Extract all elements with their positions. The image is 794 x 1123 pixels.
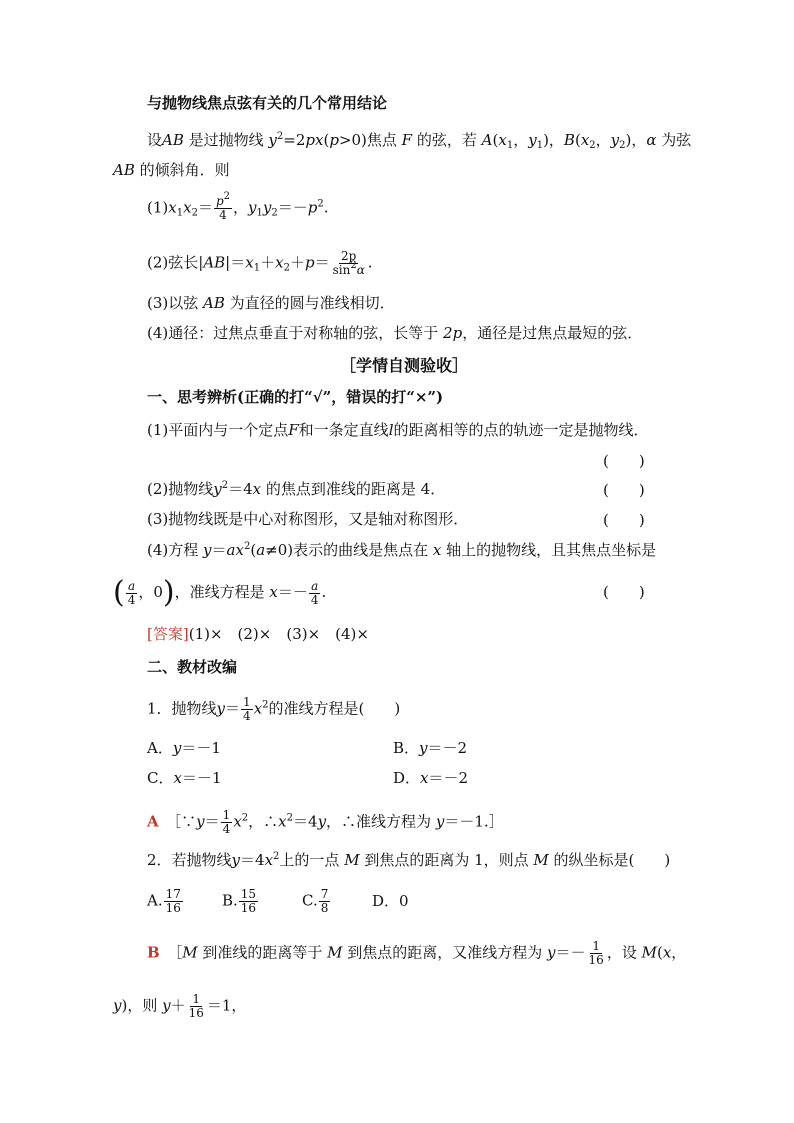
solution-2: B ［M 到准线的距离等于 M 到焦点的距离，又准线方程为 y＝－ $\frac{1}{16}$ ，设 M(x， <box>147 939 687 967</box>
fraction: $\frac{p^2}{4}$ <box>215 191 231 222</box>
intro-item4: (4)通径：过焦点垂直于对称轴的弦，长等于 2p，通径是过焦点最短的弦． <box>147 324 643 342</box>
option-c[interactable]: C．x＝－1 <box>147 769 222 787</box>
fraction: $\frac{1}{16}$ <box>588 939 604 967</box>
solution-1: A ［∵y＝ $\frac{1}{4}$ $x^2$，$\therefore x^2=4y$，∴准线方程为 y＝－1.］ <box>147 808 504 836</box>
fraction: $\frac{17}{16}$ <box>165 887 181 915</box>
part1-heading: 一、思考辨析(正确的打“√”，错误的打“×”) <box>147 388 444 406</box>
fraction: $\frac{1}{16}$ <box>188 992 204 1020</box>
intro-setup-line2: AB 的倾斜角．则 <box>113 161 230 179</box>
answer-blank[interactable]: ( ) <box>603 481 645 499</box>
fraction: $\frac{2p}{\sin^2\alpha}$ <box>332 249 365 277</box>
part1-q3: (3)抛物线既是中心对称图形，又是轴对称图形． <box>147 510 469 528</box>
option-a[interactable]: A. $\frac{17}{16}$ <box>147 887 181 915</box>
section-title: ［学情自测验收］ <box>340 356 469 375</box>
intro-item3: (3)以弦 AB 为直径的圆与准线相切． <box>147 294 395 312</box>
fraction: $\frac{15}{16}$ <box>240 887 257 915</box>
solution-2-cont: y)，则 y＋ $\frac{1}{16}$ ＝1， <box>113 992 247 1020</box>
part1-q4-cont: ( $\frac{a}{4}$ ，0)，准线方程是 x＝－ $\frac{a}{4}$ . <box>113 575 327 610</box>
part2-heading: 二、教材改编 <box>147 658 238 676</box>
option-c[interactable]: C. $\frac{7}{8}$ <box>302 887 329 915</box>
intro-setup-line: 设AB 是过抛物线 $y^2=2px(p>0)$焦点 F 的弦，若 $A(x_1$，$y_1$)，$B(x_2$，$y_2$)，α 为弦 <box>147 131 692 151</box>
fraction: $\frac{a}{4}$ <box>310 578 319 607</box>
fraction: $\frac{7}{8}$ <box>320 887 329 915</box>
option-d[interactable]: D．x＝－2 <box>393 769 469 787</box>
answer-blank[interactable]: ( ) <box>603 511 645 529</box>
part2-q2: 2．若抛物线$y=4x^2$上的一点 M 到焦点的距离为 1，则点 M 的纵坐标是( ) <box>147 851 671 869</box>
fraction: $\frac{1}{4}$ <box>243 695 251 723</box>
part1-q4: (4)方程 $y=ax^2(a\ne 0)$表示的曲线是焦点在 x 轴上的抛物线，且其焦点坐标是 <box>147 541 657 559</box>
answer-blank[interactable]: ( ) <box>603 583 645 601</box>
intro-item1: $(1)x_1x_2=$ $\frac{p^2}{4}$ ，$y_1y_2=-p^2$. <box>147 191 329 222</box>
part2-q1: 1．抛物线y＝ $\frac{1}{4}$ $x^2$的准线方程是( ) <box>147 695 401 723</box>
part1-q1: (1)平面内与一个定点F和一条定直线l的距离相等的点的轨迹一定是抛物线． <box>147 421 649 439</box>
option-b[interactable]: B．y＝－2 <box>393 739 468 757</box>
intro-title: 与抛物线焦点弦有关的几个常用结论 <box>147 94 388 112</box>
fraction: $\frac{1}{4}$ <box>222 808 231 836</box>
option-d[interactable]: D．0 <box>372 892 409 910</box>
fraction: $\frac{a}{4}$ <box>127 578 136 607</box>
part1-q2: (2)抛物线$y^2=4x$ 的焦点到准线的距离是 4． <box>147 480 446 498</box>
part1-answer: [答案](1)× (2)× (3)× (4)× <box>147 625 369 643</box>
option-b[interactable]: B. $\frac{15}{16}$ <box>222 887 257 915</box>
answer-blank[interactable]: ( ) <box>603 452 645 470</box>
intro-item2: (2)弦长$|AB|=x_1+x_2+p=$ $\frac{2p}{\sin^2\alpha}$ . <box>147 249 373 277</box>
option-a[interactable]: A．y＝－1 <box>147 739 221 757</box>
